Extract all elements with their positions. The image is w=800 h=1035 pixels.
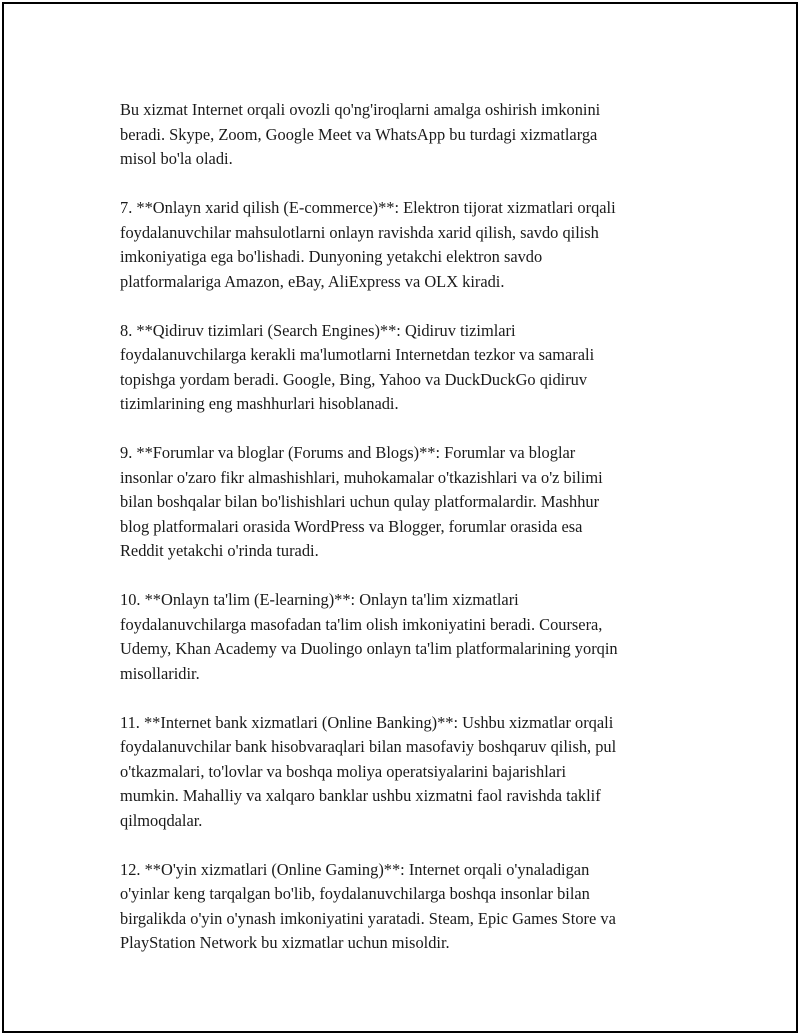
paragraph-online-banking: 11. **Internet bank xizmatlari (Online Banking)**: Ushbu xizmatlar orqali foydalanuvchilar bank hisobvaraqlari bilan masofaviy boshqaruv qilish, pul o'tkazmalari, to'lovlar va boshqa moliya operatsiyalarini bajarishlari mumkin. Mahalliy va xalqaro banklar ushbu xizmatni faol ravishda taklif qilmoqdalar. [120, 712, 617, 830]
paragraph-search-engines: 8. **Qidiruv tizimlari (Search Engines)**: Qidiruv tizimlari foydalanuvchilarga kerakli ma'lumotlarni Internetdan tezkor va samarali topishga yordam beradi. Google, Bing, Yahoo va DuckDuckGo qidiruv tizimlarining eng mashhurlari hisoblanadi. [120, 320, 595, 413]
page-frame [2, 2, 798, 1033]
paragraph-e-learning: 10. **Onlayn ta'lim (E-learning)**: Onlayn ta'lim xizmatlari foydalanuvchilarga masofadan ta'lim olish imkoniyatini beradi. Coursera, Udemy, Khan Academy va Duolingo onlayn ta'lim platformalarining yorqin misollaridir. [120, 590, 618, 683]
document-body [120, 98, 700, 956]
paragraph-ecommerce: 7. **Onlayn xarid qilish (E-commerce)**: Elektron tijorat xizmatlari orqali foydalanuvchilar mahsulotlarni onlayn ravishda xarid qilish, savdo qilish imkoniyatiga ega bo'lishadi. Dunyoning yetakchi elektron savdo platformalariga Amazon, eBay, AliExpress va OLX kiradi. [120, 198, 616, 291]
paragraph-voip-intro: Bu xizmat Internet orqali ovozli qo'ng'iroqlarni amalga oshirish imkonini beradi. Skype, Zoom, Google Meet va WhatsApp bu turdagi xizmatlarga misol bo'la oladi. [120, 100, 601, 168]
paragraph-online-gaming: 12. **O'yin xizmatlari (Online Gaming)**: Internet orqali o'ynaladigan o'yinlar keng tarqalgan bo'lib, foydalanuvchilarga boshqa insonlar bilan birgalikda o'yin o'ynash imkoniyatini yaratadi. Steam, Epic Games Store va PlayStation Network bu xizmatlar uchun misoldir. [120, 859, 616, 952]
paragraph-forums-blogs: 9. **Forumlar va bloglar (Forums and Blogs)**: Forumlar va bloglar insonlar o'zaro fikr almashishlari, muhokamalar o'tkazishlari va o'z bilimi bilan boshqalar bilan bo'lishishlari uchun qulay platformalardir. Mashhur blog platformalari orasida WordPress va Blogger, forumlar orasida esa Reddit yetakchi o'rinda turadi. [120, 443, 603, 560]
